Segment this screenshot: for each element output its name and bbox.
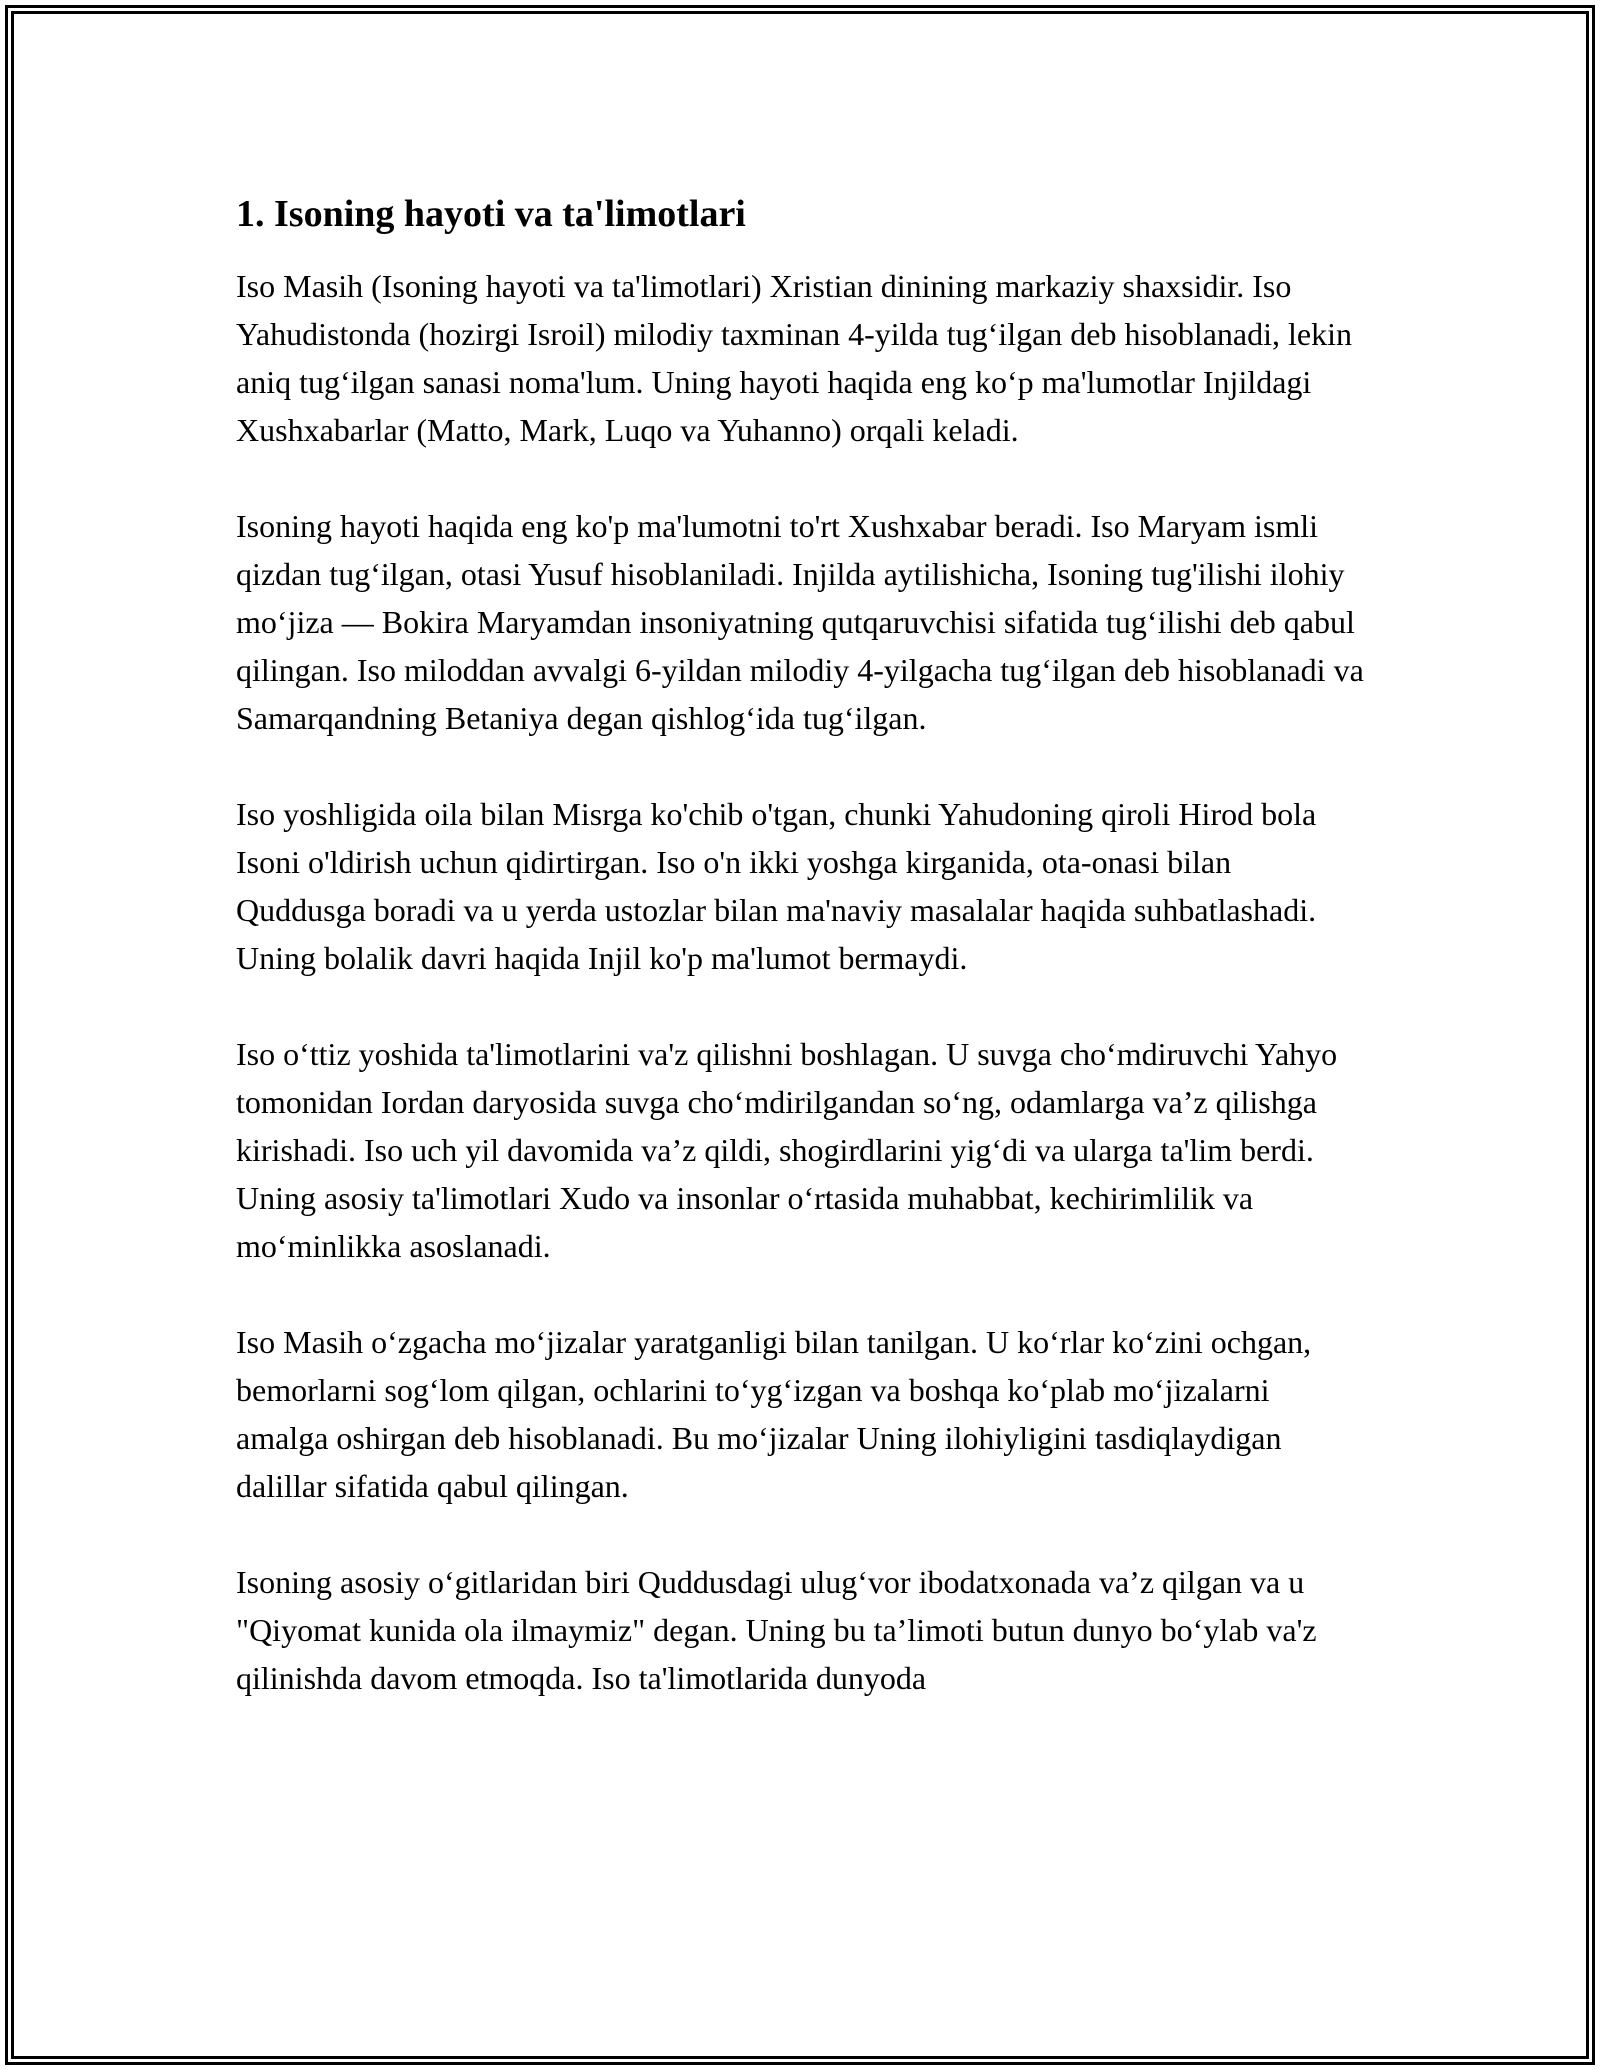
paragraph-6: Isoning asosiy o‘gitlaridan biri Quddusdagi ulug‘vor ibodatxonada va’z qilgan va u "Qiyomat kunida ola ilmaymiz" degan. Uning bu ta’limoti butun dunyo bo‘ylab va'z qilinishda davom etmoqda. Iso ta'limotlarida dunyoda [236,1564,1317,1696]
paragraph-1: Iso Masih (Isoning hayoti va ta'limotlari) Xristian dinining markaziy shaxsidir. Iso Yahudistonda (hozirgi Isroil) milodiy taxminan 4-yilda tug‘ilgan deb hisoblanadi, lekin aniq tug‘ilgan sanasi noma'lum. Uning hayoti haqida eng ko‘p ma'lumotlar Injildagi Xushxabarlar (Matto, Mark, Luqo va Yuhanno) orqali keladi. [236,268,1352,448]
paragraph-4: Iso o‘ttiz yoshida ta'limotlarini va'z qilishni boshlagan. U suvga cho‘mdiruvchi Yahyo tomonidan Iordan daryosida suvga cho‘mdirilgandan so‘ng, odamlarga va’z qilishga kirishadi. Iso uch yil davomida va’z qildi, shogirdlarini yig‘di va ularga ta'lim berdi. Uning asosiy ta'limotlari Xudo va insonlar o‘rtasida muhabbat, kechirimlilik va mo‘minlikka asoslanadi. [236,1036,1338,1264]
paragraph-5: Iso Masih o‘zgacha mo‘jizalar yaratganligi bilan tanilgan. U ko‘rlar ko‘zini ochgan, bemorlarni sog‘lom qilgan, ochlarini to‘yg‘izgan va boshqa ko‘plab mo‘jizalarni amalga oshirgan deb hisoblanadi. Bu mo‘jizalar Uning ilohiyligini tasdiqlaydigan dalillar sifatida qabul qilingan. [236,1324,1312,1504]
paragraph-3: Iso yoshligida oila bilan Misrga ko'chib o'tgan, chunki Yahudoning qiroli Hirod bola Isoni o'ldirish uchun qidirtirgan. Iso o'n ikki yoshga kirganida, ota-onasi bilan Quddusga boradi va u yerda ustozlar bilan ma'naviy masalalar haqida suhbatlashadi. Uning bolalik davri haqida Injil ko'p ma'lumot bermaydi. [236,796,1317,976]
paragraph-2: Isoning hayoti haqida eng ko'p ma'lumotni to'rt Xushxabar beradi. Iso Maryam ismli qizdan tug‘ilgan, otasi Yusuf hisoblaniladi. Injilda aytilishicha, Isoning tug'ilishi ilohiy mo‘jiza — Bokira Maryamdan insoniyatning qutqaruvchisi sifatida tug‘ilishi deb qabul qilingan. Iso miloddan avvalgi 6-yildan milodiy 4-yilgacha tug‘ilgan deb hisoblanadi va Samarqandning Betaniya degan qishlog‘ida tug‘ilgan. [236,508,1364,736]
section-title: 1. Isoning hayoti va ta'limotlari [236,193,746,235]
document-body [236,186,1366,1702]
